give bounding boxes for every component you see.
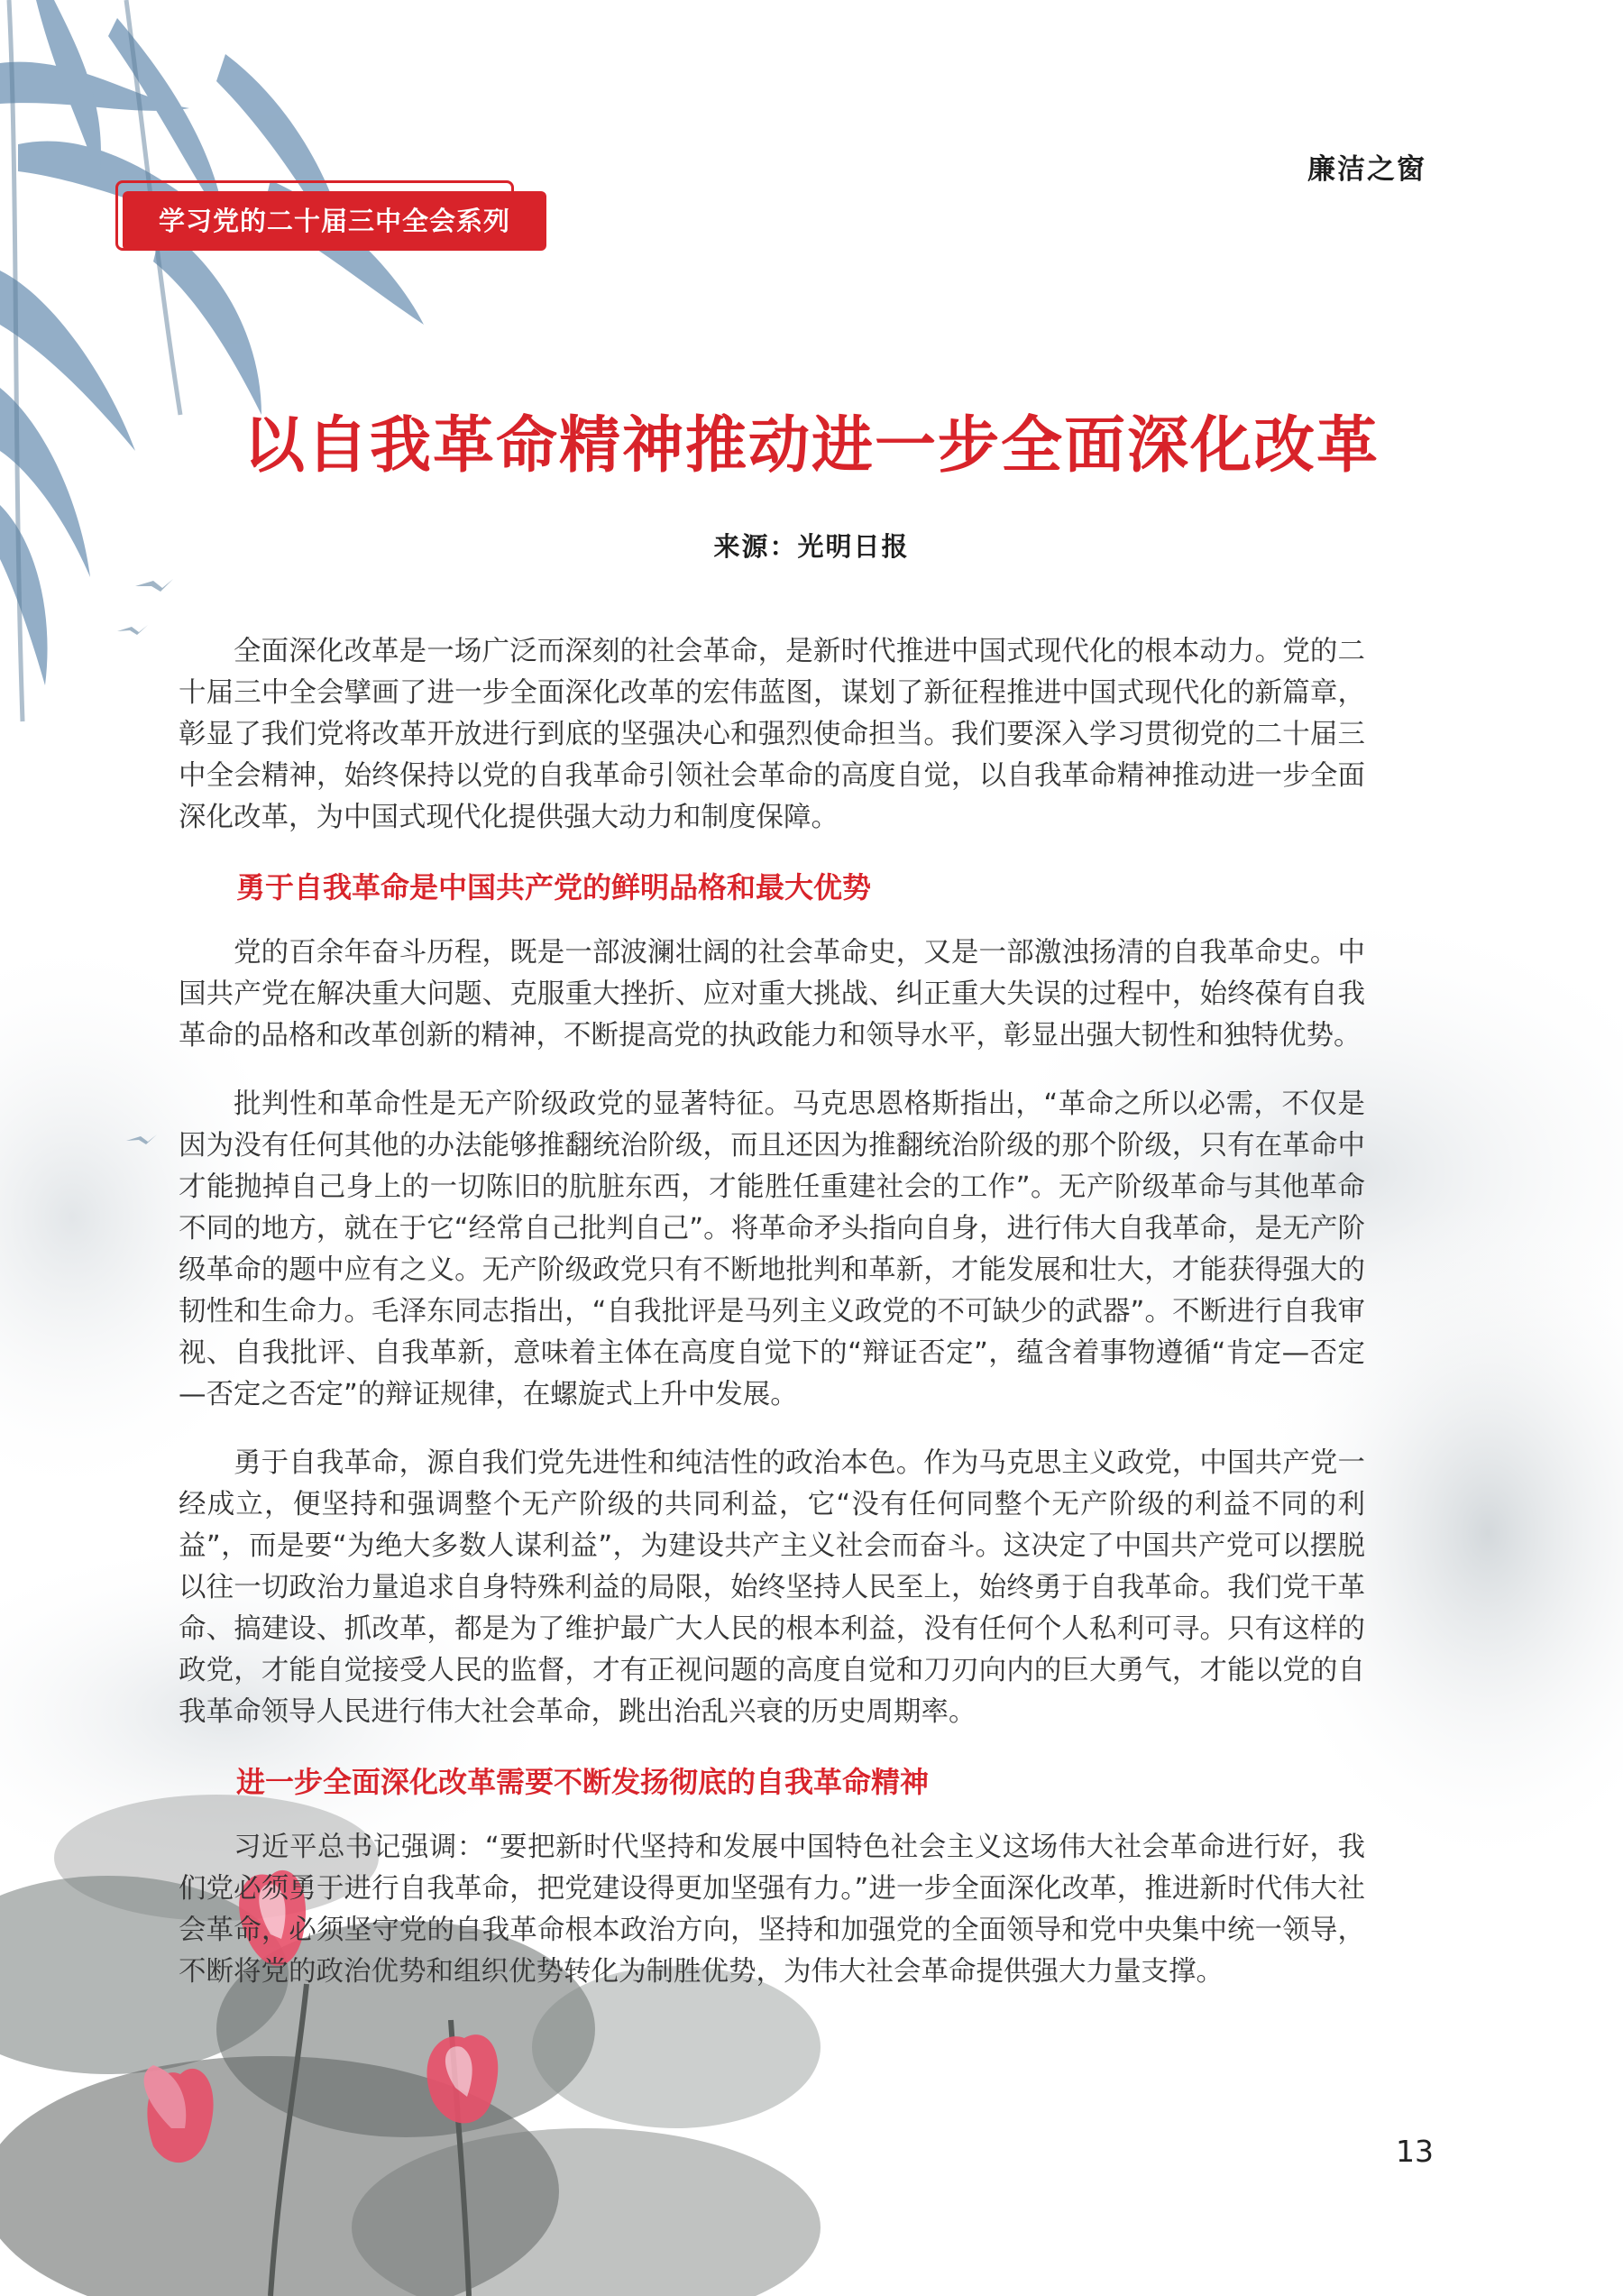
- series-badge: 学习党的二十届三中全会系列: [123, 191, 546, 251]
- bamboo-illustration: [0, 0, 424, 685]
- body-paragraph: 批判性和革命性是无产阶级政党的显著特征。马克思恩格斯指出，“革命之所以必需，不仅是因为没有任何其他的办法能够推翻统治阶级，而且还因为推翻统治阶级的那个阶级，只有在革命中才能抛掉自己身上的一切陈旧的肮脏东西，才能胜任重建社会的工作”。无产阶级革命与其他革命不同的地方，就在于它“经常自己批判自己”。将革命矛头指向自身，进行伟大自我革命，是无产阶级革命的题中应有之义。无产阶级政党只有不断地批判和革新，才能发展和壮大，才能获得强大的韧性和生命力。毛泽东同志指出，“自我批评是马列主义政党的不可缺少的武器”。不断进行自我审视、自我批评、自我革新，意味着主体在高度自觉下的“辩证否定”，蕴含着事物遵循“肯定—否定—否定之否定”的辩证规律，在螺旋式上升中发展。: [179, 1088, 1365, 1410]
- section-heading: 勇于自我革命是中国共产党的鲜明品格和最大优势: [236, 870, 872, 905]
- section-heading: 进一步全面深化改革需要不断发扬彻底的自我革命精神: [236, 1765, 930, 1799]
- intro-paragraph: 全面深化改革是一场广泛而深刻的社会革命，是新时代推进中国式现代化的根本动力。党的二十届三中全会擘画了进一步全面深化改革的宏伟蓝图，谋划了新征程推进中国式现代化的新篇章，彰显了我们党将改革开放进行到底的坚强决心和强烈使命担当。我们要深入学习贯彻党的二十届三中全会精神，始终保持以党的自我革命引领社会革命的高度自觉，以自我革命精神推动进一步全面深化改革，为中国式现代化提供强大动力和制度保障。: [179, 636, 1365, 833]
- column-name: 廉洁之窗: [1307, 153, 1426, 186]
- body-paragraph: 党的百余年奋斗历程，既是一部波澜壮阔的社会革命史，又是一部激浊扬清的自我革命史。中国共产党在解决重大问题、克服重大挫折、应对重大挑战、纠正重大失误的过程中，始终葆有自我革命的品格和改革创新的精神，不断提高党的执政能力和领导水平，彰显出强大韧性和独特优势。: [179, 937, 1365, 1052]
- body-paragraph: 勇于自我革命，源自我们党先进性和纯洁性的政治本色。作为马克思主义政党，中国共产党一经成立，便坚持和强调整个无产阶级的共同利益，它“没有任何同整个无产阶级的利益不同的利益”，而是要“为绝大多数人谋利益”，为建设共产主义社会而奋斗。这决定了中国共产党可以摆脱以往一切政治力量追求自身特殊利益的局限，始终坚持人民至上，始终勇于自我革命。我们党干革命、搞建设、抓改革，都是为了维护最广大人民的根本利益，没有任何个人私利可寻。只有这样的政党，才能自觉接受人民的监督，才有正视问题的高度自觉和刀刃向内的巨大勇气，才能以党的自我革命领导人民进行伟大社会革命，跳出治乱兴衰的历史周期率。: [179, 1447, 1365, 1728]
- page-number: 13: [1396, 2134, 1434, 2169]
- body-paragraph: 习近平总书记强调：“要把新时代坚持和发展中国特色社会主义这场伟大社会革命进行好，我们党必须勇于进行自我革命，把党建设得更加坚强有力。”进一步全面深化改革，推进新时代伟大社会革命，必须坚守党的自我革命根本政治方向，坚持和加强党的全面领导和党中央集中统一领导，不断将党的政治优势和组织优势转化为制胜优势，为伟大社会革命提供强大力量支撑。: [179, 1832, 1365, 1988]
- article-source: 来源：光明日报: [713, 531, 910, 562]
- article-body: [179, 631, 1365, 1993]
- article-title: 以自我革命精神推动进一步全面深化改革: [243, 409, 1380, 482]
